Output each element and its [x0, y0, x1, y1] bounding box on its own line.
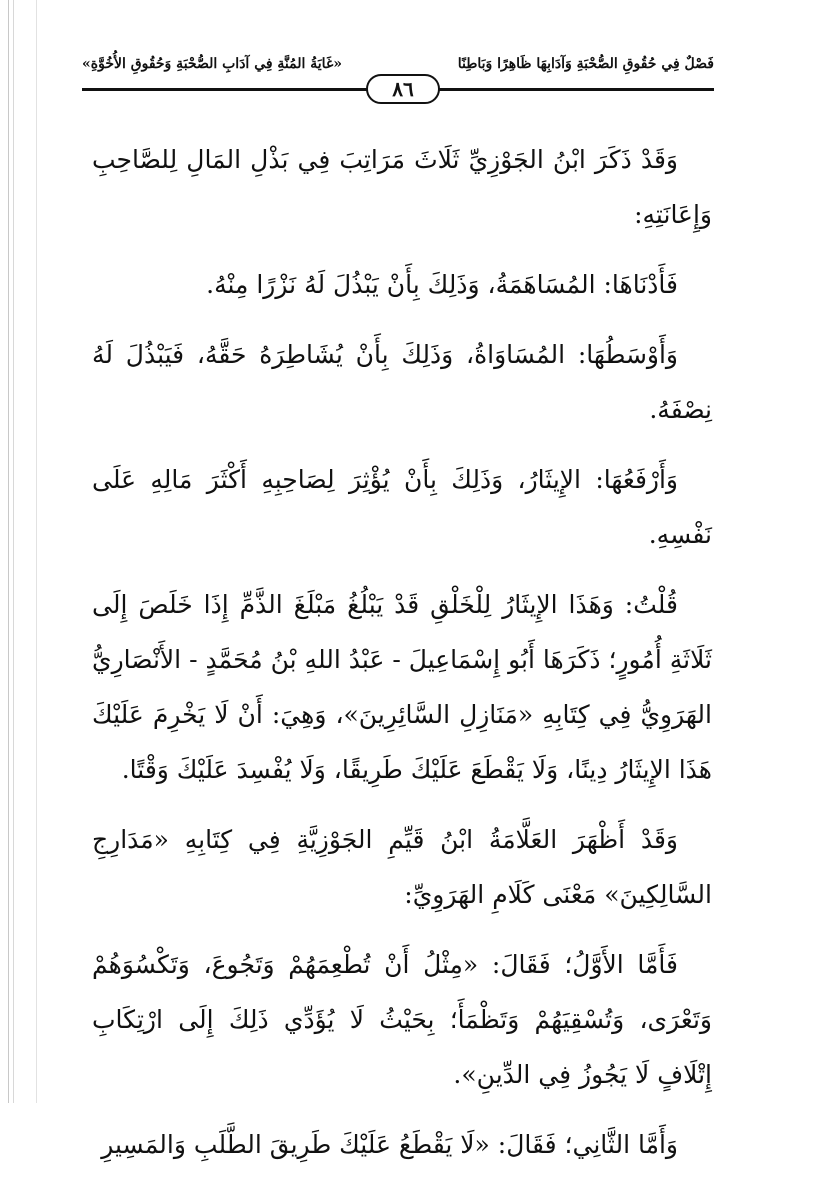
paragraph: قُلْتُ: وَهَذَا الإِيثَارُ لِلْخَلْقِ قَدْ يَبْلُغُ مَبْلَغَ الذَّمِّ إِذَا خَلَصَ إِلَى ثَلَاثَةِ أُمُورٍ؛ ذَكَرَهَا أَبُو إِسْمَاعِيلَ - عَبْدُ اللهِ بْنُ مُحَمَّدٍ - الأَنْصَارِيُّ الهَرَوِيُّ فِي كِتَابِهِ «مَنَازِلِ السَّائِرِينَ»، وَهِيَ: أَنْ لَا يَخْرِمَ عَلَيْكَ هَذَا الإِيثَارُ دِينًا، وَلَا يَقْطَعَ عَلَيْكَ طَرِيقًا، وَلَا يُفْسِدَ عَلَيْكَ وَقْتًا. — [92, 590, 712, 784]
page-edge-line — [8, 0, 9, 1103]
paragraph: وَقَدْ ذَكَرَ ابْنُ الجَوْزِيِّ ثَلَاثَ مَرَاتِبَ فِي بَذْلِ المَالِ لِلصَّاحِبِ وَإِعَانَتِهِ: — [92, 145, 712, 229]
page-edge-line — [13, 0, 14, 1103]
chapter-title: فَصْلٌ فِي حُقُوقِ الصُّحْبَةِ وَآدَابِهَا ظَاهِرًا وَبَاطِنًا — [457, 56, 714, 72]
body-text — [92, 132, 712, 1187]
paragraph: وَقَدْ أَظْهَرَ العَلَّامَةُ ابْنُ قَيِّمِ الجَوْزِيَّةِ فِي كِتَابِهِ «مَدَارِجِ السَّالِكِينَ» مَعْنَى كَلَامِ الهَرَوِيِّ: — [92, 825, 712, 909]
page-edge-line — [36, 0, 37, 1103]
paragraph: وَأَرْفَعُهَا: الإِيثَارُ، وَذَلِكَ بِأَنْ يُؤْثِرَ لِصَاحِبِهِ أَكْثَرَ مَالِهِ عَلَى نَفْسِهِ. — [92, 465, 712, 549]
page-number: ٨٦ — [366, 74, 440, 104]
running-header — [82, 52, 714, 101]
paragraph: فَأَمَّا الأَوَّلُ؛ فَقَالَ: «مِثْلُ أَنْ تُطْعِمَهُمْ وَتَجُوعَ، وَتَكْسُوَهُمْ وَتَعْرَى، وَتُسْقِيَهُمْ وَتَظْمَأَ؛ بِحَيْثُ لَا يُؤَدِّي ذَلِكَ إِلَى ارْتِكَابِ إِتْلَافٍ لَا يَجُوزُ فِي الدِّينِ». — [92, 950, 712, 1089]
paragraph: وَأَمَّا الثَّانِي؛ فَقَالَ: «لَا يَقْطَعُ عَلَيْكَ طَرِيقَ الطَّلَبِ وَالمَسِيرِ — [101, 1130, 678, 1159]
paragraph: فَأَدْنَاهَا: المُسَاهَمَةُ، وَذَلِكَ بِأَنْ يَبْذُلَ لَهُ نَزْرًا مِنْهُ. — [206, 270, 678, 299]
paragraph: وَأَوْسَطُهَا: المُسَاوَاةُ، وَذَلِكَ بِأَنْ يُشَاطِرَهُ حَقَّهُ، فَيَبْذُلَ لَهُ نِصْفَهُ. — [92, 340, 712, 424]
book-title: «غَايَةُ المُنَّةِ فِي آدَابِ الصُّحْبَةِ وَحُقُوقِ الأُخُوَّةِ» — [82, 56, 343, 72]
